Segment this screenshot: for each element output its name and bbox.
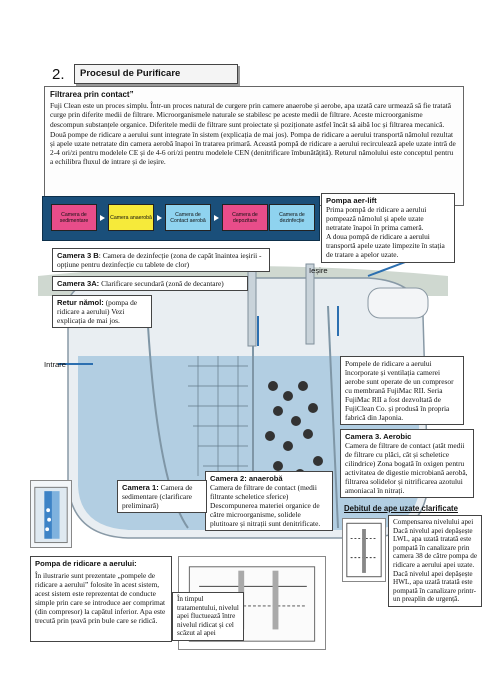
camera-3-label [340,429,474,498]
flow-arrow [157,215,162,221]
flow-arrow [214,215,219,221]
debit-title: Debitul de ape uzate clarificate [344,504,458,513]
airlift-pump-image [30,480,72,548]
camera-2-text: Camera de filtrare de contact (medii filtrante scheletice sferice) Descompunerea materiei organice de către microorganisme, solidele plutitoare și nitrații sunt denitrificate. [210,483,321,528]
intrare-label: Intrare [44,360,66,369]
iesire-label: Ieșire [309,266,328,275]
camera-1-title: Camera 1: [122,483,159,492]
flow-box-sedimentare: Camera de sedimentare [51,204,97,231]
camera-3b-title: Camera 3 B [57,251,99,260]
flow-box-contact-aeroba: Camera de Contact aerobă [165,204,211,231]
camera-3a-title: Camera 3A: [57,279,100,288]
intro-subtitle: Filtrarea prin contact” [50,90,134,99]
camera-3b-label [52,248,270,272]
flow-box-depozitare: Camera de depozitare [222,204,268,231]
camera-3a-text: Clarificare secundară (zonă de decantare) [99,279,224,288]
camera-3-text: Camera de filtrare de contact (atât medii de filtrare cu plăci, cât și scheletice cilindrice) Zona bogată în oxigen pentru activitatea de digestie microbiană aerobă, filtrarea solidelor și nitrificarea azotului amoniacal în nitrați. [345,441,468,495]
flow-box-dezinfectie: Camera de dezinfecție [269,204,315,231]
camera-2-label [205,471,333,531]
airlift-title: Pompa de ridicare a aerului: [35,559,137,568]
pump-airlift-note [321,193,455,263]
airlift-explanation [30,556,172,642]
flow-arrow [100,215,105,221]
flow-diagram [42,196,320,241]
blower-note: Pompele de ridicare a aerului încorporate și ventilația camerei aerobe sunt operate de un compresor cu membrană FujiMac RII. Seria FujiMac RII a fost dezvoltată de FujiClean Co. și produsă în propria fabrică din Japonia. [340,356,464,425]
intro-paragraph-1: Fuji Clean este un proces simplu. Într-un proces natural de curgere prin camere anaerobe și aerobe, apa uzată care urmează să fie tratată curge prin diferite medii de filtrare. Microorganismele naturale se stabilesc pe aceste medii de filtrare. Aceste microorganisme descompun substanțele organice. Diferitele medii de filtrare sunt proiectate și poziționate astfel încât să aibă loc și filtrarea mecanică. [50,101,452,129]
pump-airlift-text-2: A doua pompă de ridicare a aerului transportă apele uzate limpezite în stația de tratare a apelor uzate. [326,232,445,259]
retur-namol-title: Retur nămol: [57,298,104,307]
camera-1-label [117,480,207,513]
intro-box [44,86,464,206]
camera-2-title: Camera 2: anaerobă [210,474,283,483]
camera-1-text: Camera de sedimentare (clarificare preliminară) [122,483,193,510]
water-level-diagram [342,518,386,582]
section-number: 2. [52,66,65,83]
intro-paragraph-2: Două pompe de ridicare a aerului sunt integrate în sistem (explicația de mai jos). Pompa de ridicare a aerului transportă nămolul rezultat și apele uzate netratate din camera aerobă înapoi în tratarea primară. Această pompă de ridicare a aerului recirculează apele uzate intră de 2-4 ori/zi pentru modelele CE și de 4-6 ori/zi pentru modelele CEN (denitrificare îmbunătățită). Returul nămolului este conceptul pentru a echilibra fluxul de intrare și de ieșire. [50,129,456,167]
treatment-level-text: În timpul tratamentului, nivelul apei fluctuează între nivelul ridicat și cel scăzut al apei [172,592,244,641]
flow-box-anaeroba: Camera anaerobă [108,204,154,231]
camera-3a-label [52,276,248,291]
airlift-text: În ilustrarie sunt prezentate „pompele de ridicare a aerului” folosite în acest sistem, acest sistem este reprezentat de conducte simple prin care se introduce aer comprimat (din compresor) la capătul inferior. Apa este trecută prin țeavă prin bule care se ridică. [35,571,166,625]
pump-airlift-text-1: Prima pompă de ridicare a aerului pompează nămolul și apele uzate netratate înapoi în prima cameră. [326,205,427,232]
camera-3-title: Camera 3. Aerobic [345,432,412,441]
retur-namol-text: (pompa de ridicare a aerului) Vezi explicația de mai jos. [57,298,138,325]
retur-namol-label [52,295,152,328]
pump-airlift-title: Pompa aer-lift [326,196,377,205]
section-title: Procesul de Purificare [74,64,238,84]
camera-3b-text: : Camera de dezinfecție (zona de capăt înaintea ieșirii - opțiune pentru dezinfecție cu tablete de clor) [57,251,262,269]
debit-text: Compensarea nivelului apei Dacă nivelul apei depășește LWL, apa uzată tratată este pompată în canalizare prin camera 38 de către pompa de ridicare a aerului apei uzate. Dacă nivelul apei depășește HWL, apa uzată tratată este pompată în canalizare printr-un preaplin de urgență. [388,515,482,607]
